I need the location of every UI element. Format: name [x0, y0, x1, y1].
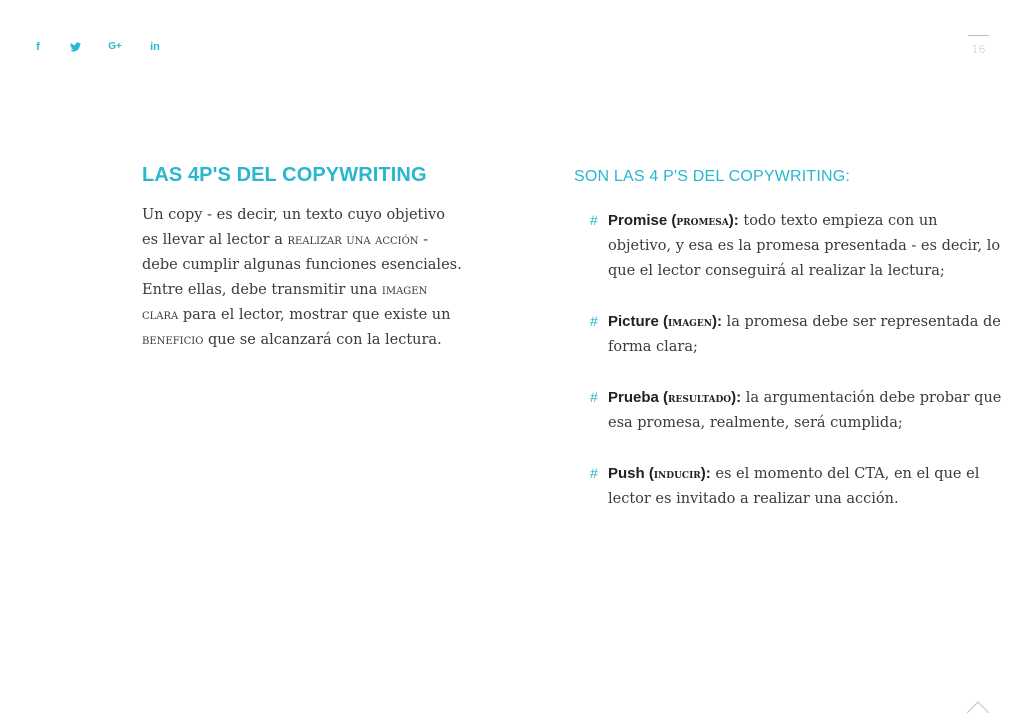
hash-bullet: #	[590, 465, 598, 481]
scroll-up-button[interactable]	[966, 700, 990, 714]
term-label: Prueba (	[608, 389, 669, 406]
list-title: SON LAS 4 P'S DEL COPYWRITING:	[574, 168, 851, 185]
term-translation: resultado	[668, 391, 732, 406]
intro-paragraph	[142, 203, 462, 353]
term-translation: promesa	[676, 214, 729, 229]
term-close: ):	[728, 212, 739, 229]
twitter-icon[interactable]	[68, 40, 82, 54]
intro-text: Entre ellas, debe transmitir una	[142, 282, 382, 298]
intro-highlight: beneficio	[142, 332, 204, 348]
list-item	[574, 385, 1004, 436]
intro-section	[142, 164, 462, 353]
term-close: ):	[700, 465, 711, 482]
intro-highlight: imagen clara	[142, 282, 428, 323]
term-label: Picture (	[608, 313, 669, 330]
page-number-rule	[968, 35, 989, 36]
item-description: todo texto empieza con un objetivo, y esa es la promesa presentada - es decir, lo que el lector conseguirá al realizar la lectura;	[608, 213, 1001, 279]
four-ps-list	[574, 208, 1004, 512]
page-number-value: 16	[971, 43, 986, 56]
list-item	[574, 461, 1004, 512]
intro-text: que se alcanzará con la lectura.	[203, 332, 442, 348]
list-item	[574, 309, 1004, 360]
item-term	[608, 212, 739, 229]
item-term	[608, 389, 741, 406]
social-share-bar	[32, 40, 162, 54]
item-description: es el momento del CTA, en el que el lector es invitado a realizar una acción.	[608, 466, 980, 507]
page-number	[968, 35, 989, 58]
term-label: Promise (	[608, 212, 677, 229]
googleplus-icon[interactable]: G+	[108, 41, 122, 52]
four-ps-section	[574, 168, 1004, 537]
term-close: ):	[731, 389, 742, 406]
intro-text: para el lector, mostrar que existe un	[178, 307, 451, 323]
intro-text: Un copy - es decir, un texto cuyo objetivo es llevar al lector a	[142, 207, 445, 248]
item-term	[608, 313, 722, 330]
list-item	[574, 208, 1004, 284]
term-close: ):	[711, 313, 722, 330]
hash-bullet: #	[590, 313, 598, 329]
linkedin-icon[interactable]: in	[150, 41, 160, 53]
term-translation: inducir	[653, 467, 701, 482]
hash-bullet: #	[590, 212, 598, 228]
item-term	[608, 465, 711, 482]
hash-bullet: #	[590, 389, 598, 405]
facebook-icon[interactable]: f	[36, 41, 40, 53]
section-title: LAS 4P'S DEL COPYWRITING	[142, 164, 427, 186]
intro-text: - debe cumplir algunas funciones esenciales.	[142, 232, 462, 273]
item-description: la promesa debe ser representada de forma clara;	[608, 314, 1001, 355]
item-description: la argumentación debe probar que esa promesa, realmente, será cumplida;	[608, 390, 1002, 431]
term-translation: imagen	[668, 315, 712, 330]
chevron-up-icon	[966, 700, 990, 714]
intro-highlight: realizar una acción	[287, 232, 419, 248]
term-label: Push (	[608, 465, 654, 482]
